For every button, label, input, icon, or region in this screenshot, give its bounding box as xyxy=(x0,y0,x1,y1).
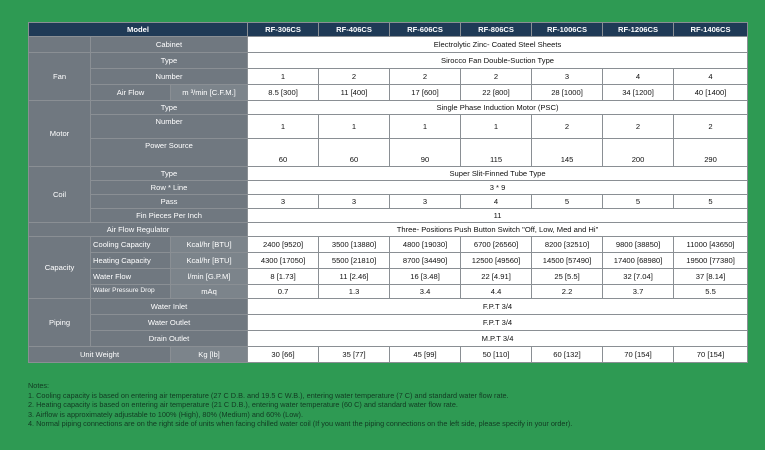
drain-label: Drain Outlet xyxy=(91,331,248,347)
motor-power-value: 145 xyxy=(532,139,603,167)
motor-number-value: 2 xyxy=(674,115,748,139)
cabinet-row xyxy=(29,37,748,53)
cooling-value: 2400 [9520] xyxy=(248,237,319,253)
waterflow-value: 22 [4.91] xyxy=(461,269,532,285)
coil-row-value: 3 * 9 xyxy=(248,181,748,195)
piping-drain-row xyxy=(29,331,748,347)
weight-row xyxy=(29,347,748,363)
waterflow-label: Water Flow xyxy=(91,269,171,285)
cooling-value: 3500 [13880] xyxy=(319,237,390,253)
coil-fin-label: Fin Pieces Per Inch xyxy=(91,209,248,223)
model-name: RF-406CS xyxy=(319,23,390,37)
motor-power-label: Power Source xyxy=(91,139,248,167)
note-line: 4. Normal piping connections are on the right side of units when facing chilled water coil (If you want the piping connections on the left side, please specify in your order). xyxy=(28,419,573,429)
fan-airflow-value: 28 [1000] xyxy=(532,85,603,101)
motor-power-value: 115 xyxy=(461,139,532,167)
pressure-unit: mAq xyxy=(171,285,248,299)
pressure-value: 4.4 xyxy=(461,285,532,299)
model-name: RF-306CS xyxy=(248,23,319,37)
coil-fin-value: 11 xyxy=(248,209,748,223)
waterflow-value: 37 [8.14] xyxy=(674,269,748,285)
heating-value: 17400 [68980] xyxy=(603,253,674,269)
fan-airflow-value: 8.5 [300] xyxy=(248,85,319,101)
fan-group-label: Fan xyxy=(29,53,91,101)
coil-type-row xyxy=(29,167,748,181)
fan-airflow-value: 22 [800] xyxy=(461,85,532,101)
fan-type-row xyxy=(29,53,748,69)
fan-type-value: Sirocco Fan Double-Suction Type xyxy=(248,53,748,69)
motor-number-label: Number xyxy=(91,115,248,139)
piping-outlet-row xyxy=(29,315,748,331)
cooling-value: 9800 [38850] xyxy=(603,237,674,253)
pressure-value: 1.3 xyxy=(319,285,390,299)
heating-value: 14500 [57490] xyxy=(532,253,603,269)
motor-number-value: 1 xyxy=(390,115,461,139)
heating-value: 8700 [34490] xyxy=(390,253,461,269)
notes-block xyxy=(28,381,753,429)
regulator-row xyxy=(29,223,748,237)
weight-value: 50 [110] xyxy=(461,347,532,363)
outlet-value: F.P.T 3/4 xyxy=(248,315,748,331)
inlet-value: F.P.T 3/4 xyxy=(248,299,748,315)
cooling-value: 11000 [43650] xyxy=(674,237,748,253)
coil-pass-value: 5 xyxy=(532,195,603,209)
outlet-label: Water Outlet xyxy=(91,315,248,331)
motor-group-label: Motor xyxy=(29,101,91,167)
motor-number-value: 2 xyxy=(532,115,603,139)
motor-power-value: 90 xyxy=(390,139,461,167)
pressure-value: 5.5 xyxy=(674,285,748,299)
motor-number-value: 1 xyxy=(461,115,532,139)
waterflow-value: 11 [2.46] xyxy=(319,269,390,285)
coil-pass-value: 3 xyxy=(319,195,390,209)
cooling-value: 8200 [32510] xyxy=(532,237,603,253)
regulator-value: Three- Positions Push Button Switch "Off, Low, Med and Hi" xyxy=(248,223,748,237)
pressure-value: 0.7 xyxy=(248,285,319,299)
motor-number-value: 1 xyxy=(319,115,390,139)
coil-pass-value: 5 xyxy=(674,195,748,209)
weight-label: Unit Weight xyxy=(29,347,171,363)
coil-pass-row xyxy=(29,195,748,209)
note-line: 2. Heating capacity is based on entering air temperature (21 C D.B.), entering water temperature (60 C) and standard water flow rate. xyxy=(28,400,458,410)
fan-airflow-value: 11 [400] xyxy=(319,85,390,101)
weight-value: 70 [154] xyxy=(674,347,748,363)
coil-pass-value: 3 xyxy=(390,195,461,209)
fan-airflow-value: 17 [600] xyxy=(390,85,461,101)
fan-number-value: 3 xyxy=(532,69,603,85)
motor-power-row xyxy=(29,139,748,167)
motor-power-value: 60 xyxy=(319,139,390,167)
fan-airflow-unit: m ³/min [C.F.M.] xyxy=(171,85,248,101)
weight-value: 35 [77] xyxy=(319,347,390,363)
motor-number-row xyxy=(29,115,748,139)
motor-power-value: 290 xyxy=(674,139,748,167)
capacity-cooling-row xyxy=(29,237,748,253)
motor-type-label: Type xyxy=(91,101,248,115)
motor-type-row xyxy=(29,101,748,115)
fan-number-value: 2 xyxy=(390,69,461,85)
capacity-heating-row xyxy=(29,253,748,269)
note-line: 3. Airflow is approximately adjustable to 100% (High), 80% (Medium) and 60% (Low). xyxy=(28,409,303,419)
coil-pass-value: 4 xyxy=(461,195,532,209)
cooling-unit: Kcal/hr [BTU] xyxy=(171,237,248,253)
heating-unit: Kcal/hr [BTU] xyxy=(171,253,248,269)
spec-table xyxy=(28,22,748,363)
drain-value: M.P.T 3/4 xyxy=(248,331,748,347)
motor-power-value: 60 xyxy=(248,139,319,167)
model-name: RF-1406CS xyxy=(674,23,748,37)
waterflow-value: 25 [5.5] xyxy=(532,269,603,285)
model-name: RF-606CS xyxy=(390,23,461,37)
pressure-label: Water Pressure Drop xyxy=(91,285,171,299)
fan-number-row xyxy=(29,69,748,85)
cabinet-value: Electrolytic Zinc- Coated Steel Sheets xyxy=(248,37,748,53)
fan-type-label: Type xyxy=(91,53,248,69)
capacity-waterflow-row xyxy=(29,269,748,285)
header-row xyxy=(29,23,748,37)
model-name: RF-1006CS xyxy=(532,23,603,37)
coil-type-label: Type xyxy=(91,167,248,181)
fan-number-label: Number xyxy=(91,69,248,85)
weight-value: 60 [132] xyxy=(532,347,603,363)
model-label: Model xyxy=(29,23,248,37)
motor-number-value: 1 xyxy=(248,115,319,139)
cooling-value: 4800 [19030] xyxy=(390,237,461,253)
inlet-label: Water Inlet xyxy=(91,299,248,315)
coil-type-value: Super Slit-Finned Tube Type xyxy=(248,167,748,181)
motor-power-value: 200 xyxy=(603,139,674,167)
coil-group-label: Coil xyxy=(29,167,91,223)
piping-group-label: Piping xyxy=(29,299,91,347)
regulator-label: Air Flow Regulator xyxy=(29,223,248,237)
blank-cell xyxy=(29,37,91,53)
heating-value: 4300 [17050] xyxy=(248,253,319,269)
model-name: RF-1206CS xyxy=(603,23,674,37)
fan-airflow-value: 34 [1200] xyxy=(603,85,674,101)
fan-airflow-label: Air Flow xyxy=(91,85,171,101)
heating-label: Heating Capacity xyxy=(91,253,171,269)
waterflow-value: 16 [3.48] xyxy=(390,269,461,285)
cooling-value: 6700 [26560] xyxy=(461,237,532,253)
model-name: RF-806CS xyxy=(461,23,532,37)
notes-title: Notes: xyxy=(28,381,50,390)
cabinet-label: Cabinet xyxy=(91,37,248,53)
pressure-value: 3.4 xyxy=(390,285,461,299)
fan-airflow-value: 40 [1400] xyxy=(674,85,748,101)
motor-type-value: Single Phase Induction Motor (PSC) xyxy=(248,101,748,115)
heating-value: 5500 [21810] xyxy=(319,253,390,269)
heating-value: 19500 [77380] xyxy=(674,253,748,269)
coil-pass-label: Pass xyxy=(91,195,248,209)
motor-number-value: 2 xyxy=(603,115,674,139)
coil-row-line-row xyxy=(29,181,748,195)
piping-inlet-row xyxy=(29,299,748,315)
cooling-label: Cooling Capacity xyxy=(91,237,171,253)
coil-row-label: Row * Line xyxy=(91,181,248,195)
coil-fin-row xyxy=(29,209,748,223)
fan-number-value: 4 xyxy=(603,69,674,85)
coil-pass-value: 5 xyxy=(603,195,674,209)
capacity-pressure-row xyxy=(29,285,748,299)
waterflow-unit: l/min [G.P.M] xyxy=(171,269,248,285)
fan-number-value: 2 xyxy=(319,69,390,85)
weight-unit: Kg [lb] xyxy=(171,347,248,363)
weight-value: 70 [154] xyxy=(603,347,674,363)
pressure-value: 3.7 xyxy=(603,285,674,299)
waterflow-value: 8 [1.73] xyxy=(248,269,319,285)
heating-value: 12500 [49560] xyxy=(461,253,532,269)
fan-number-value: 2 xyxy=(461,69,532,85)
capacity-group-label: Capacity xyxy=(29,237,91,299)
note-line: 1. Cooling capacity is based on entering air temperature (27 C D.B. and 19.5 C W.B.), entering water temperature (7 C) and standard water flow rate. xyxy=(28,390,509,400)
coil-pass-value: 3 xyxy=(248,195,319,209)
fan-airflow-row xyxy=(29,85,748,101)
waterflow-value: 32 [7.04] xyxy=(603,269,674,285)
fan-number-value: 4 xyxy=(674,69,748,85)
weight-value: 45 [99] xyxy=(390,347,461,363)
pressure-value: 2.2 xyxy=(532,285,603,299)
fan-number-value: 1 xyxy=(248,69,319,85)
weight-value: 30 [66] xyxy=(248,347,319,363)
